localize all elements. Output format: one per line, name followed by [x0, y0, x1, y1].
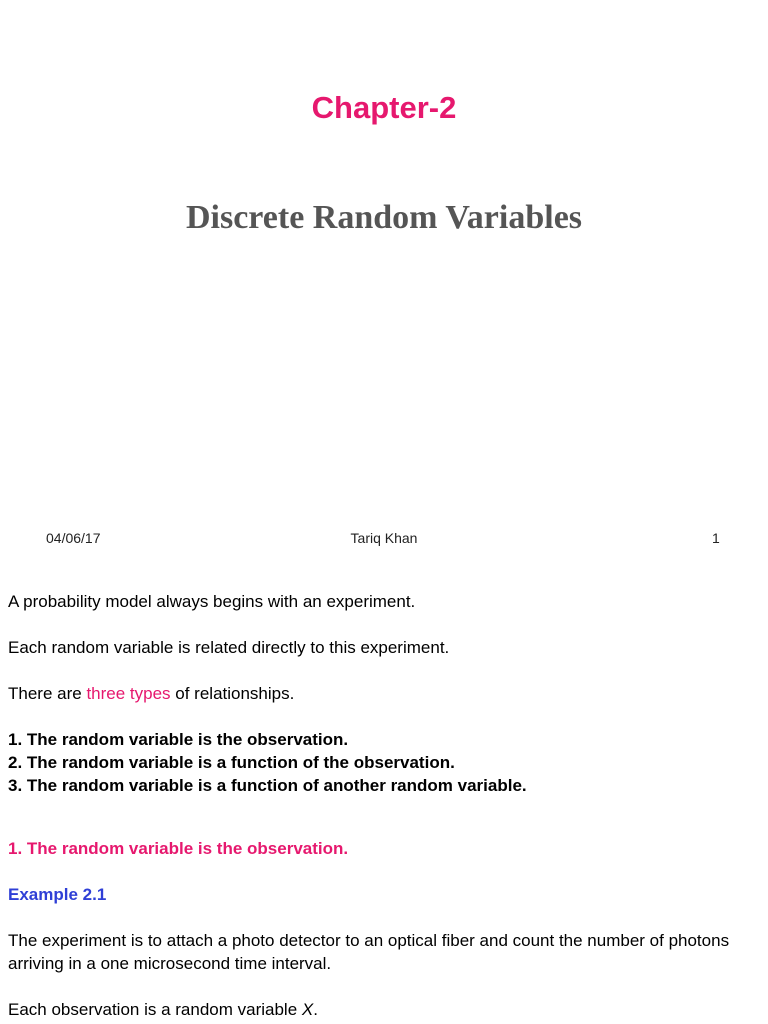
- chapter-title: Chapter-2: [311, 90, 457, 125]
- types-highlight: three types: [86, 684, 171, 703]
- observation-prefix: Each observation is a random variable: [8, 1000, 302, 1019]
- types-line: [8, 682, 294, 705]
- footer-date: 04/06/17: [46, 530, 101, 546]
- observation-line: [8, 998, 318, 1021]
- observation-suffix: .: [313, 1000, 318, 1019]
- slide-subtitle: Discrete Random Variables: [185, 199, 583, 236]
- example-text: The experiment is to attach a photo detector to an optical fiber and count the number of photons arriving in a one microsecond time interval.: [8, 931, 730, 973]
- example-label: Example 2.1: [8, 885, 107, 904]
- types-prefix: There are: [8, 684, 87, 703]
- footer-page-number: 1: [712, 530, 720, 546]
- observation-variable: X: [301, 1000, 314, 1019]
- section-heading: 1. The random variable is the observation.: [8, 839, 349, 858]
- footer-author: Tariq Khan: [350, 530, 418, 546]
- list-item: 2. The random variable is a function of the observation.: [8, 753, 455, 772]
- list-item: 3. The random variable is a function of another random variable.: [8, 776, 527, 795]
- types-suffix: of relationships.: [170, 684, 295, 703]
- intro-line: A probability model always begins with an experiment.: [8, 592, 416, 611]
- list-item: 1. The random variable is the observation.: [8, 730, 349, 749]
- relation-line: Each random variable is related directly to this experiment.: [8, 638, 450, 657]
